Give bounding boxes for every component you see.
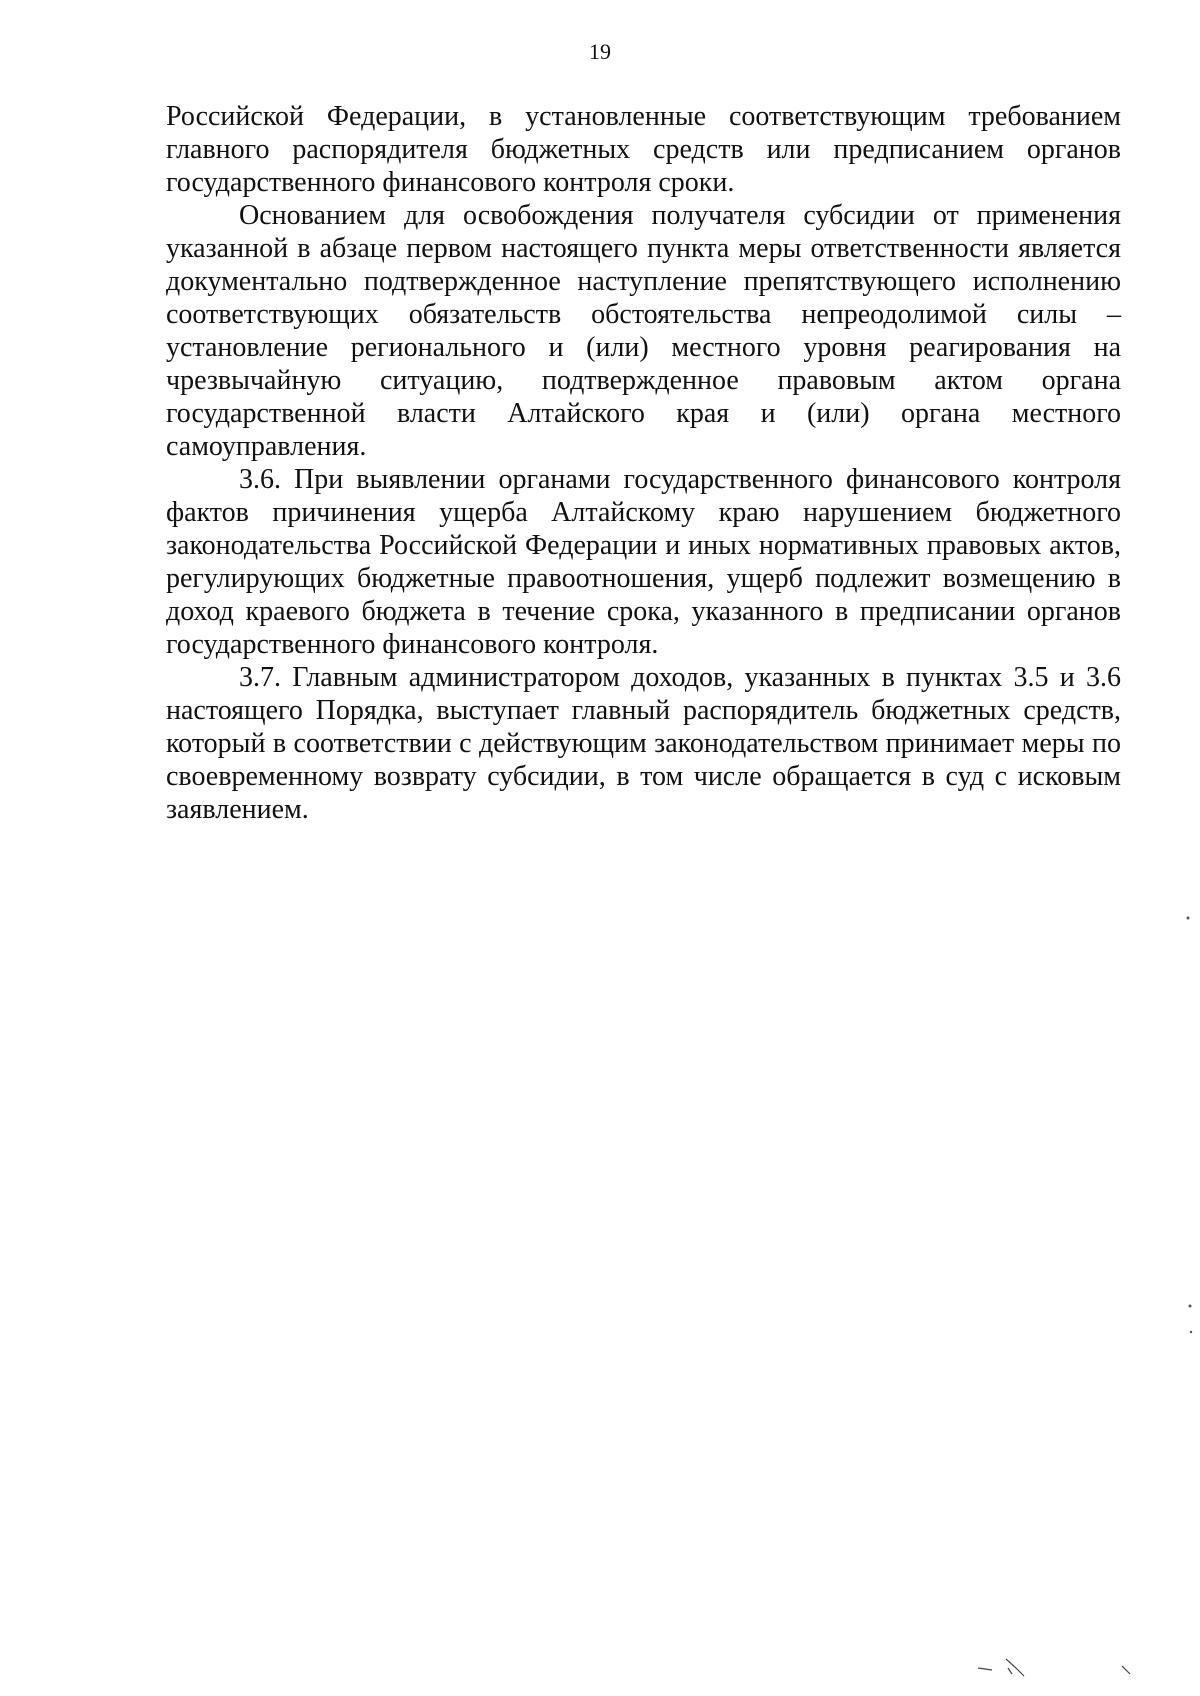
paragraph-continuation: Российской Федерации, в установленные соответствующим требованием главного распорядителя бюджетных средств или предписанием органов государственного финансового контроля сроки. [166, 101, 1121, 198]
scan-dot [1189, 1305, 1192, 1308]
paragraph-3-6: 3.6. При выявлении органами государственного финансового контроля фактов причинения ущерба Алтайскому краю нарушением бюджетного законодательства Российской Федерации и иных нормативных правовых актов, регулирующих бюджетные правоотношения, ущерб подлежит возмещению в доход краевого бюджета в течение срока, указанного в предписании органов государственного финансового контроля. [166, 464, 1121, 660]
paragraph-exemption: Основанием для освобождения получателя субсидии от применения указанной в абзаце первом настоящего пункта меры ответственности является документально подтвержденное наступление препятствующего исполнению соответствующих обязательств обстоятельства непреодолимой силы – установление регионального и (или) местного уровня реагирования на чрезвычайную ситуацию, подтвержденное правовым актом органа государственной власти Алтайского края и (или) органа местного самоуправления. [166, 200, 1121, 462]
scan-dot [1190, 1331, 1192, 1333]
paragraph-3-7: 3.7. Главным администратором доходов, указанных в пунктах 3.5 и 3.6 настоящего Порядка, выступает главный распорядитель бюджетных средств, который в соответствии с действующим законодательством принимает меры по своевременному возврату субсидии, в том числе обращается в суд с исковым заявлением. [166, 662, 1121, 825]
document-body [166, 100, 1121, 826]
scan-squiggle [978, 1659, 1130, 1676]
page-number: 19 [589, 39, 611, 64]
scan-dot [1187, 917, 1190, 920]
